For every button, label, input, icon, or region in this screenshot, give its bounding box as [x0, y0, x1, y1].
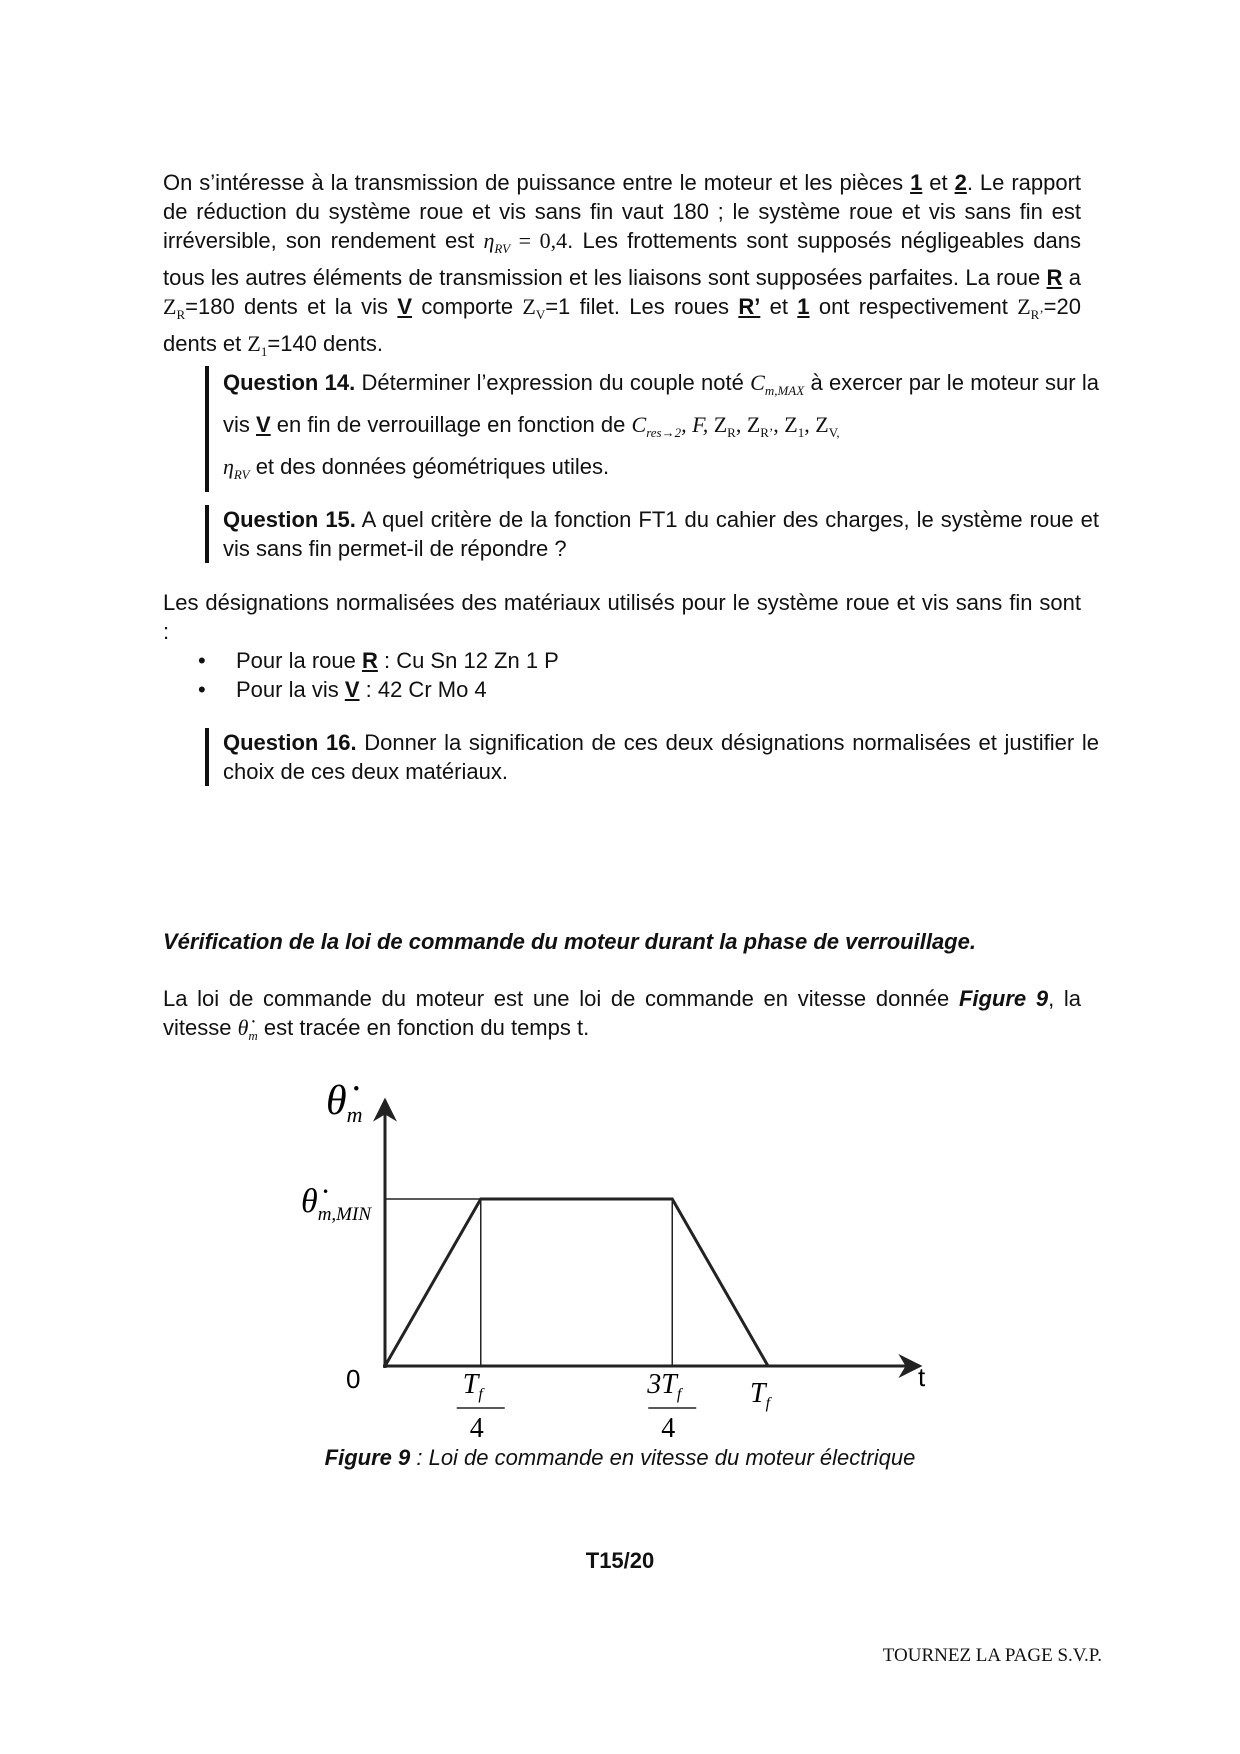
section-title: Vérification de la loi de commande du moteur durant la phase de verrouillage. — [163, 929, 976, 954]
level-label: $\thetȧ_{m,MIN}$ — [301, 1183, 372, 1225]
question-15: Question 15. A quel critère de la fonction FT1 du cahier des charges, le système roue et vis sans fin permet-il de répondre ? — [205, 505, 1099, 563]
question-16: Question 16. Donner la signification de ces deux désignations normalisées et justifier le choix de ces deux matériaux. — [205, 728, 1099, 786]
question-15-label: Question 15. — [223, 507, 356, 532]
materials-intro: Les désignations normalisées des matériaux utilisés pour le système roue et vis sans fin sont : — [163, 590, 1081, 644]
intro-paragraph: On s’intéresse à la transmission de puissance entre le moteur et les pièces 1 et 2. Le rapport de réduction du système roue et vis sans fin vaut 180 ; le système roue et vis sans fin est irréversible, son rendement est $\eta_{RV} = 0,4$. Les frottements sont supposés négligeables dans tous les autres éléments de transmission et les liaisons sont supposées parfaites. La roue R a $Z_R=180$ dents et la vis V comporte $Z_V=1$ filet. Les roues R’ et 1 ont respectivement $Z_{R’}=20$ dents et $Z_1=140$ dents. — [163, 170, 1082, 359]
figure-caption: Figure 9 : Loi de commande en vitesse du moteur électrique — [324, 1445, 916, 1470]
list-item: • Pour la roue R : Cu Sn 12 Zn 1 P — [198, 648, 559, 673]
svg-text:Tf: $T_f$ — [462, 1369, 483, 1403]
svg-text:Tf: $T_f$ — [749, 1378, 771, 1412]
origin-label: 0 — [346, 1364, 361, 1394]
list-item: • Pour la vis V : 42 Cr Mo 4 — [198, 677, 487, 702]
section-paragraph: La loi de commande du moteur est une loi de commande en vitesse donnée Figure 9, la vitesse $\thetȧ_m$ est tracée en fonction du temps t. — [163, 986, 1081, 1043]
x-axis-label: t — [918, 1362, 926, 1392]
question-14-label: Question 14. — [223, 370, 356, 395]
c-max-symbol: $C_{m,MAX}$ — [750, 370, 805, 398]
x-tick-label — [457, 1369, 505, 1444]
series-line — [385, 1199, 768, 1366]
y-axis-label: θ̇m — [326, 1078, 363, 1127]
question-16-label: Question 16. — [223, 730, 357, 755]
svg-text:4: 4 — [661, 1413, 676, 1444]
x-tick-label — [646, 1369, 696, 1444]
svg-text:3Tf: $3T_f$ — [647, 1369, 682, 1403]
footer-note: TOURNEZ LA PAGE S.V.P. — [882, 1645, 1102, 1666]
x-tick-label — [750, 1378, 773, 1412]
question-14: Question 14. Déterminer l’expression du couple noté $C_{m,MAX}$ à exercer par le moteur sur la vis V en fin de verrouillage en fonction de $C_{res\to 2}$, F, $Z_R$, $Z_{R’}$, $Z_1$, $Z_{V,}$ $\eta_{RV}$ et des données géométriques utiles. — [205, 366, 1099, 492]
svg-text:4: 4 — [469, 1413, 484, 1444]
page-number: T15/20 — [585, 1548, 655, 1573]
eta-symbol: $\eta_{RV}$ — [483, 228, 511, 256]
